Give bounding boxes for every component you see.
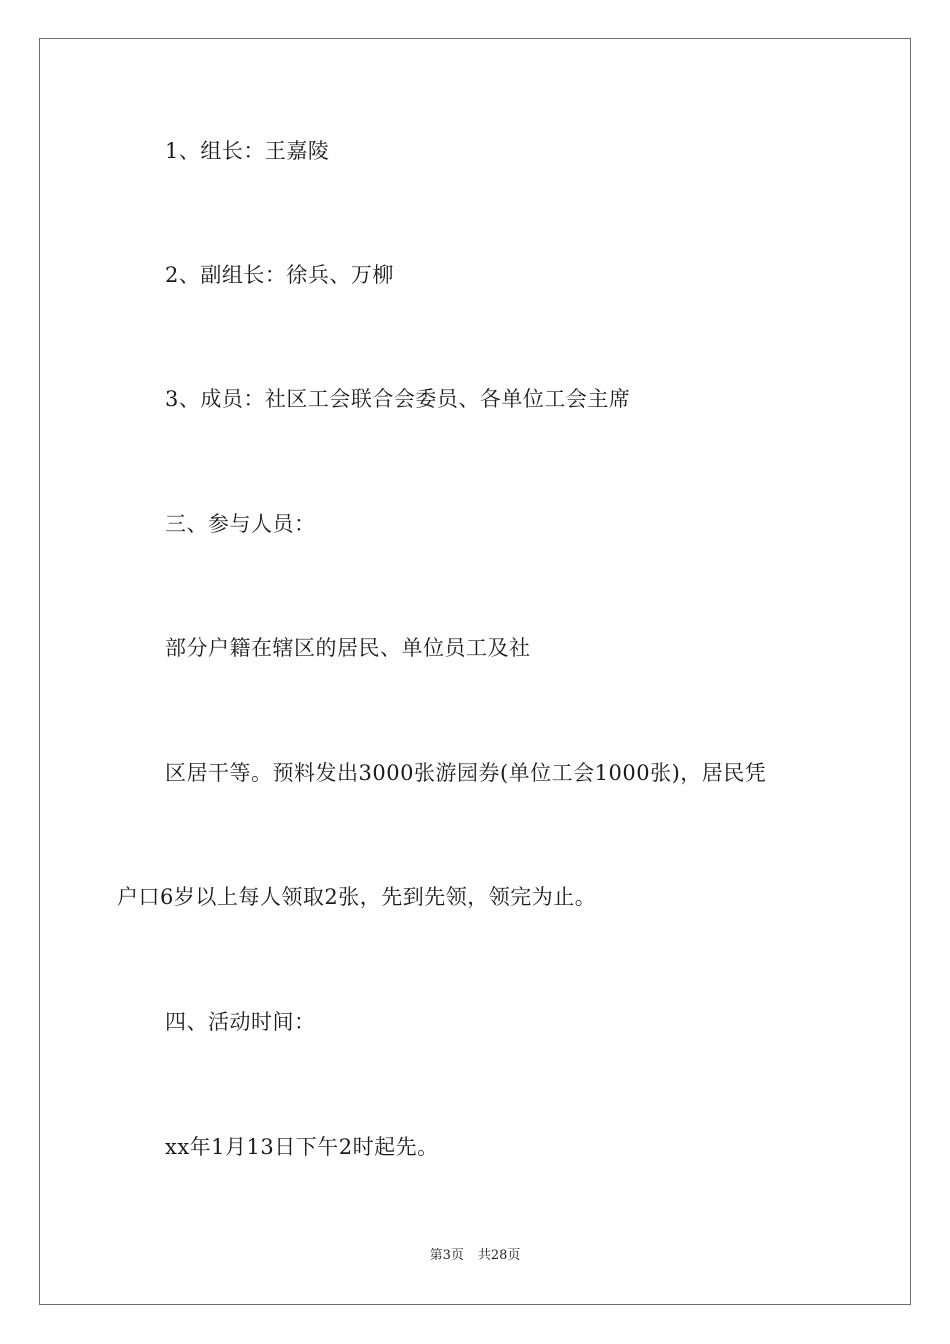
activity-time-line: xx年1月13日下午2时起先。: [165, 1135, 439, 1159]
total-pages: 共28页: [477, 1248, 521, 1263]
page-border: [39, 38, 911, 1305]
section-participants-heading: 三、参与人员：: [165, 512, 316, 536]
page-number: 第3页: [429, 1248, 464, 1263]
page-footer: [0, 1247, 950, 1265]
section-time-heading: 四、活动时间：: [165, 1010, 316, 1034]
members-line: 3、成员：社区工会联合会委员、各单位工会主席: [165, 387, 631, 411]
team-leader-line: 1、组长：王嘉陵: [165, 139, 330, 163]
participants-paragraph-line-1: 部分户籍在辖区的居民、单位员工及社: [165, 636, 531, 660]
deputy-leader-line: 2、副组长：徐兵、万柳: [165, 263, 394, 287]
participants-paragraph-line-3: 户口6岁以上每人领取2张，先到先领，领完为止。: [117, 885, 597, 909]
participants-paragraph-line-2: 区居干等。预料发出3000张游园券(单位工会1000张)，居民凭: [165, 761, 767, 785]
